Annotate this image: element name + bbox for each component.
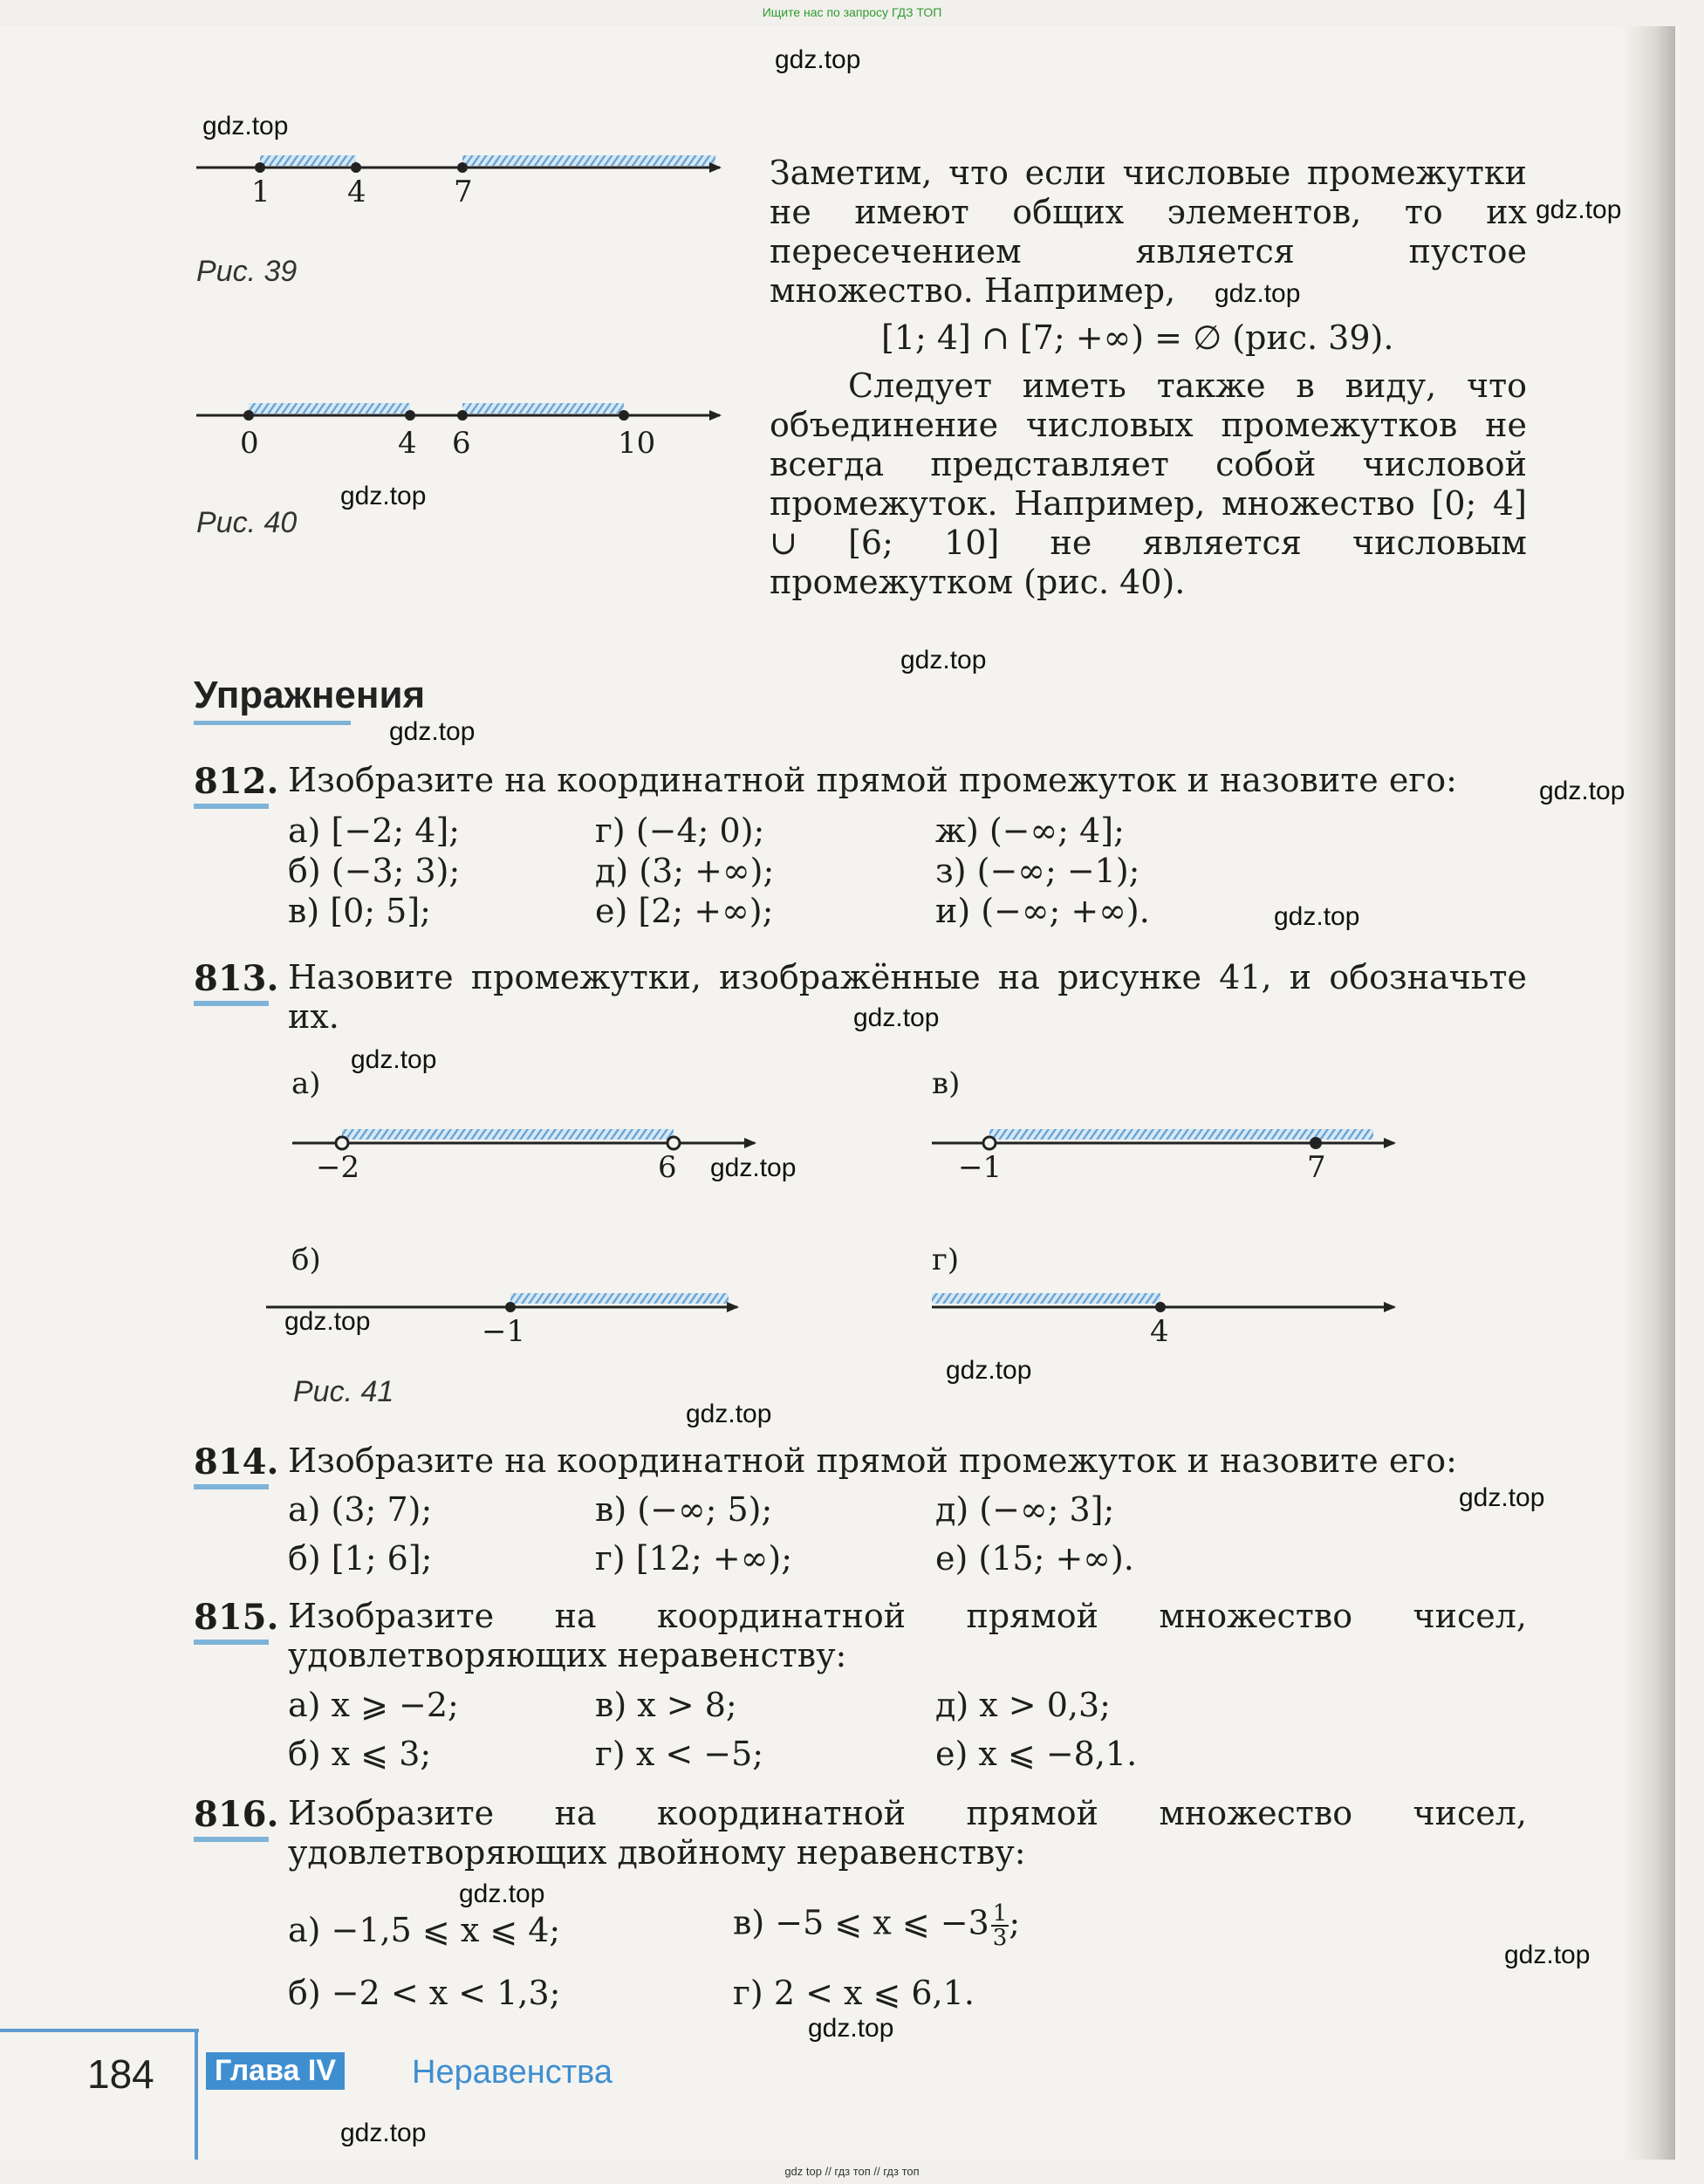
exercise-option: е) (15; +∞).: [935, 1539, 1134, 1578]
footer-rule: [0, 2029, 199, 2032]
exercise-option: а) [−2; 4];: [288, 811, 461, 850]
tick-label: 6: [658, 1150, 677, 1185]
tick-label: 7: [1307, 1150, 1326, 1185]
exercise-option: г) x < −5;: [595, 1735, 764, 1773]
watermark: gdz.top: [853, 1003, 940, 1032]
watermark: gdz.top: [808, 2014, 894, 2043]
watermark: gdz.top: [1504, 1941, 1591, 1969]
fraction-denominator: 3: [992, 1925, 1008, 1951]
exercise-option: г) 2 < x ⩽ 6,1.: [733, 1974, 975, 2012]
tick-label: 10: [618, 426, 656, 461]
exercise-option: д) (−∞; 3];: [935, 1490, 1115, 1529]
tick-label: −1: [482, 1314, 526, 1349]
tick-label: 4: [347, 175, 366, 209]
footer-rule: [195, 2029, 198, 2160]
note-union: Следует иметь также в виду, что объединение числовых промежутков не всегда представляет собой числовой промежуток. Например, множество [0; 4] ∪ [6; 10] не является числовым промежутком (рис. 40).: [770, 366, 1527, 601]
exercise-option: ж) (−∞; 4];: [935, 811, 1125, 850]
watermark: gdz.top: [1459, 1483, 1545, 1512]
exercise-number: 816.: [194, 1794, 279, 1835]
figure-caption: Рис. 40: [196, 506, 298, 539]
tick-label: 4: [1150, 1314, 1169, 1349]
chapter-title: Неравенства: [412, 2054, 613, 2091]
tick-label: 1: [251, 175, 270, 209]
watermark: gdz.top: [1274, 902, 1360, 931]
tick-label: −1: [958, 1150, 1003, 1185]
exercise-text: Изобразите на координатной прямой промежуток и назовите его:: [288, 761, 1457, 799]
exercise-option: д) (3; +∞);: [595, 852, 775, 890]
exercise-text: Изобразите на координатной прямой промежуток и назовите его:: [288, 1441, 1457, 1480]
exercise-number: 813.: [194, 958, 279, 999]
watermark: gdz.top: [900, 646, 987, 674]
exercise-option: а) (3; 7);: [288, 1490, 433, 1529]
watermark: gdz.top: [1536, 195, 1622, 224]
tick-label: −2: [316, 1150, 360, 1185]
option-text: ;: [1009, 1903, 1021, 1942]
tick-label: 4: [398, 426, 417, 461]
bottom-note: gdz top // гдз топ // гдз топ: [784, 2165, 920, 2178]
number-line-a: [292, 1124, 755, 1159]
figure-label: г): [932, 1243, 960, 1277]
exercise-option: в) x > 8;: [595, 1686, 737, 1724]
note-empty-intersection: Заметим, что если числовые промежутки не имеют общих элементов, то их пересечением является пустое множество. Например,: [770, 154, 1527, 310]
exercise-option: е) x ⩽ −8,1.: [935, 1735, 1138, 1773]
fraction: [991, 1902, 1009, 1949]
exercise-option: а) x ⩾ −2;: [288, 1686, 459, 1724]
option-text: в) −5 ⩽ x ⩽ −3: [733, 1903, 989, 1942]
watermark: gdz.top: [284, 1307, 371, 1336]
watermark: gdz.top: [1215, 279, 1301, 308]
watermark: gdz.top: [1539, 777, 1625, 805]
watermark: gdz.top: [946, 1356, 1032, 1385]
watermark: gdz.top: [686, 1400, 772, 1428]
exercise-option: б) (−3; 3);: [288, 852, 461, 890]
exercise-option: г) (−4; 0);: [595, 811, 765, 850]
book-spine: [1623, 26, 1675, 2160]
watermark: gdz.top: [202, 112, 289, 140]
tick-label: 0: [240, 426, 259, 461]
figure-caption: Рис. 39: [196, 255, 298, 288]
exercise-option: д) x > 0,3;: [935, 1686, 1111, 1724]
watermark: gdz.top: [775, 45, 861, 74]
exercise-option: б) [1; 6];: [288, 1539, 433, 1578]
watermark: gdz.top: [459, 1879, 545, 1908]
tick-label: 7: [454, 175, 473, 209]
figure-label: в): [932, 1066, 961, 1101]
exercise-option: а) −1,5 ⩽ x ⩽ 4;: [288, 1911, 561, 1949]
page-number: 184: [87, 2051, 154, 2097]
exercise-option: в) [0; 5];: [288, 892, 431, 930]
fraction-numerator: 1: [992, 1900, 1008, 1927]
watermark: gdz.top: [389, 717, 476, 746]
exercise-number: 812.: [194, 761, 279, 802]
exercise-number: 815.: [194, 1597, 279, 1638]
exercise-text: Назовите промежутки, изображённые на рисунке 41, и обозначьте их.: [288, 958, 1527, 1036]
exercise-option: б) −2 < x < 1,3;: [288, 1974, 561, 2012]
exercise-option: з) (−∞; −1);: [935, 852, 1140, 890]
section-title: Упражнения: [194, 674, 426, 716]
figure-label: б): [291, 1243, 321, 1277]
top-note: Ищите нас по запросу ГДЗ ТОП: [762, 5, 942, 19]
chapter-badge: Глава IV: [206, 2052, 345, 2090]
watermark: gdz.top: [340, 482, 427, 510]
exercise-option: г) [12; +∞);: [595, 1539, 792, 1578]
exercise-text: Изобразите на координатной прямой множество чисел, удовлетворяющих двойному неравенству:: [288, 1794, 1527, 1872]
exercise-text: Изобразите на координатной прямой множество чисел, удовлетворяющих неравенству:: [288, 1597, 1527, 1674]
figure-caption: Рис. 41: [293, 1375, 394, 1408]
tick-label: 6: [452, 426, 471, 461]
exercise-option: б) x ⩽ 3;: [288, 1735, 432, 1773]
exercise-option: [733, 1902, 1020, 1949]
exercise-option: е) [2; +∞);: [595, 892, 774, 930]
section-underline: [194, 721, 351, 725]
figure-label: а): [291, 1066, 321, 1101]
formula-intersection: [1; 4] ∩ [7; +∞) = ∅ (рис. 39).: [881, 318, 1394, 357]
watermark: gdz.top: [340, 2119, 427, 2147]
watermark: gdz.top: [710, 1154, 797, 1182]
exercise-option: и) (−∞; +∞).: [935, 892, 1150, 930]
exercise-option: в) (−∞; 5);: [595, 1490, 773, 1529]
watermark: gdz.top: [351, 1045, 437, 1074]
exercise-number: 814.: [194, 1441, 279, 1482]
number-line-fig40: [196, 394, 720, 429]
